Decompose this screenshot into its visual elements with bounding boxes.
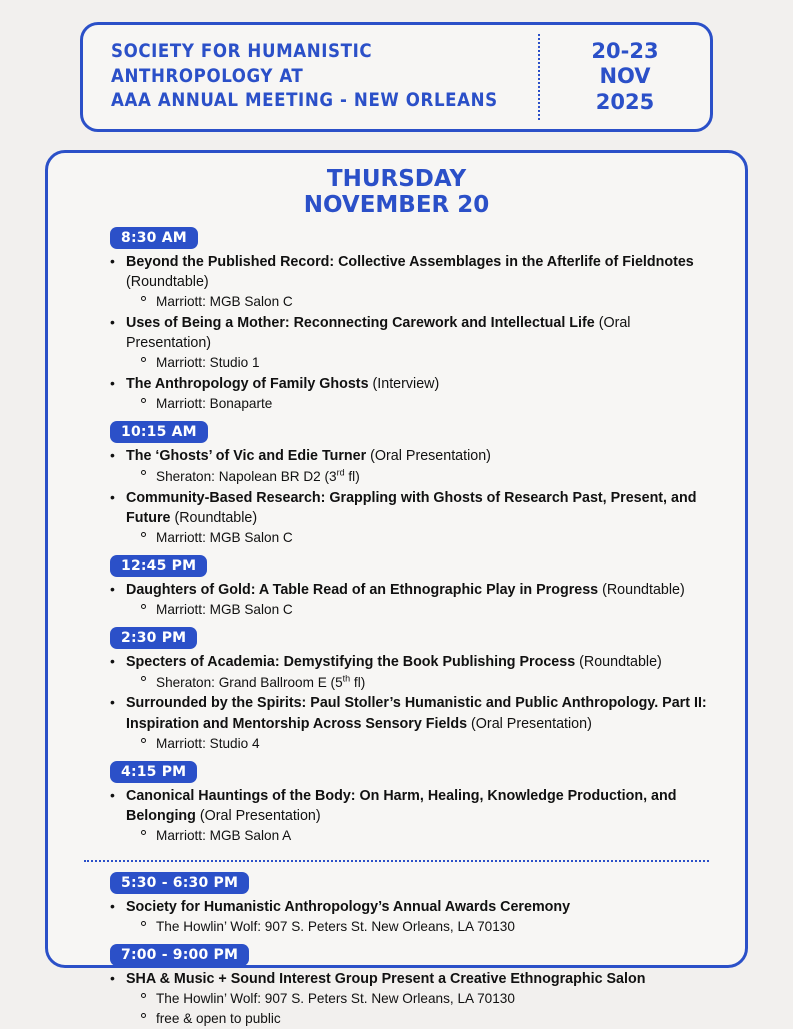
time-pill: 8:30 AM xyxy=(110,227,198,249)
session-type: (Roundtable) xyxy=(126,273,209,290)
event-date-month: NOV xyxy=(599,64,651,89)
session-item xyxy=(110,446,719,487)
schedule-block xyxy=(74,620,719,754)
session-location-text: Marriott: MGB Salon C xyxy=(156,294,293,310)
session-location-text: Sheraton: Grand Ballroom E (5th fl) xyxy=(156,673,366,690)
session-location xyxy=(156,734,719,754)
session-list xyxy=(74,969,719,1029)
bullet-icon: • xyxy=(110,786,115,803)
bullet-icon: • xyxy=(110,652,115,669)
daytime-schedule-blocks xyxy=(74,225,719,847)
session-location xyxy=(156,1009,719,1029)
bullet-icon: • xyxy=(110,252,115,269)
time-pill: 5:30 - 6:30 PM xyxy=(110,872,249,894)
session-location-text: free & open to public xyxy=(156,1011,281,1027)
event-dates xyxy=(540,39,710,116)
session-type: (Oral Presentation) xyxy=(467,715,592,732)
schedule-block xyxy=(74,754,719,846)
bullet-icon: • xyxy=(110,580,115,597)
bullet-icon: • xyxy=(110,694,115,711)
session-item xyxy=(110,897,719,937)
session-item xyxy=(110,693,719,753)
sub-bullet-icon xyxy=(141,738,146,743)
day-name: THURSDAY xyxy=(326,166,467,192)
sub-bullet-icon xyxy=(141,398,146,403)
session-title: Uses of Being a Mother: Reconnecting Carework and Intellectual Life xyxy=(126,314,595,331)
session-title: Beyond the Published Record: Collective Assemblages in the Afterlife of Fieldnotes xyxy=(126,253,694,270)
session-location xyxy=(156,826,719,846)
event-title-line-3: AAA ANNUAL MEETING - NEW ORLEANS xyxy=(111,90,498,112)
session-location xyxy=(156,672,719,692)
session-location-list xyxy=(126,734,719,754)
session-list xyxy=(74,252,719,415)
session-item xyxy=(110,969,719,1029)
sub-bullet-icon xyxy=(141,357,146,362)
evening-schedule-blocks xyxy=(74,870,719,1029)
session-list xyxy=(74,652,719,754)
bullet-icon: • xyxy=(110,898,115,915)
session-location-list xyxy=(126,600,719,620)
sub-bullet-icon xyxy=(141,296,146,301)
schedule-block xyxy=(74,548,719,620)
session-title: Daughters of Gold: A Table Read of an Ethnographic Play in Progress xyxy=(126,581,599,598)
session-location xyxy=(156,600,719,620)
session-type: (Oral Presentation) xyxy=(195,808,321,825)
session-type: (Interview) xyxy=(368,376,440,393)
session-item xyxy=(110,313,719,373)
schedule-block xyxy=(74,414,719,548)
session-title: Canonical Hauntings of the Body: On Harm, Healing, Knowledge Production, and Belonging xyxy=(126,787,677,825)
sub-bullet-icon xyxy=(141,993,146,998)
session-title: Surrounded by the Spirits: Paul Stoller’s Humanistic and Public Anthropology. Part II: Inspiration and Mentorship Across Sensory Fields xyxy=(126,695,707,732)
time-pill: 10:15 AM xyxy=(110,421,208,443)
session-location-list xyxy=(126,826,719,846)
sub-bullet-icon xyxy=(141,532,146,537)
session-location xyxy=(156,917,719,937)
session-location xyxy=(156,466,719,486)
sub-bullet-icon xyxy=(141,676,146,681)
event-date-days: 20-23 xyxy=(591,38,659,63)
session-type: (Roundtable) xyxy=(598,581,685,598)
bullet-icon: • xyxy=(110,488,115,505)
time-pill: 12:45 PM xyxy=(110,555,207,577)
event-header-banner xyxy=(80,22,713,132)
session-location-list xyxy=(126,528,719,548)
bullet-icon: • xyxy=(110,447,115,464)
session-type: (Oral Presentation) xyxy=(366,448,491,465)
session-type: (Roundtable) xyxy=(575,653,662,670)
day-date: NOVEMBER 20 xyxy=(303,191,490,218)
event-title-line-1: SOCIETY FOR HUMANISTIC xyxy=(111,41,373,63)
session-title: The Anthropology of Family Ghosts xyxy=(126,376,369,393)
sub-bullet-icon xyxy=(141,921,146,926)
sub-bullet-icon xyxy=(141,830,146,835)
section-divider xyxy=(84,860,709,862)
session-item xyxy=(110,652,719,693)
schedule-block xyxy=(74,870,719,937)
session-location-list xyxy=(126,353,719,373)
session-location-text: The Howlin’ Wolf: 907 S. Peters St. New Orleans, LA 70130 xyxy=(156,919,515,935)
session-item xyxy=(110,374,719,414)
time-pill: 2:30 PM xyxy=(110,627,197,649)
session-title: The ‘Ghosts’ of Vic and Edie Turner xyxy=(126,448,367,465)
session-list xyxy=(74,786,719,846)
session-item xyxy=(110,488,719,548)
bullet-icon: • xyxy=(110,313,115,330)
session-location xyxy=(156,989,719,1009)
sub-bullet-icon xyxy=(141,1013,146,1018)
event-date-year: 2025 xyxy=(595,89,655,114)
session-location xyxy=(156,528,719,548)
session-type: (Roundtable) xyxy=(170,509,258,526)
session-location-list xyxy=(126,466,719,486)
time-pill: 4:15 PM xyxy=(110,761,197,783)
schedule-block xyxy=(74,225,719,415)
session-title: SHA & Music + Sound Interest Group Present a Creative Ethnographic Salon xyxy=(126,971,646,988)
event-title xyxy=(83,40,532,113)
session-location-list xyxy=(126,394,719,414)
bullet-icon: • xyxy=(110,970,115,987)
session-location-text: Marriott: MGB Salon C xyxy=(156,602,293,618)
session-list xyxy=(74,446,719,548)
session-title: Specters of Academia: Demystifying the Book Publishing Process xyxy=(126,653,576,670)
sub-bullet-icon xyxy=(141,470,146,475)
session-location-text: Marriott: Bonaparte xyxy=(156,396,273,412)
time-pill: 7:00 - 9:00 PM xyxy=(110,944,249,966)
session-location xyxy=(156,394,719,414)
session-location-text: Marriott: MGB Salon C xyxy=(156,530,293,546)
session-location-text: Marriott: Studio 1 xyxy=(156,355,260,371)
session-location-list xyxy=(126,672,719,692)
day-schedule-card xyxy=(45,150,748,1027)
session-item xyxy=(110,252,719,312)
session-location-list xyxy=(126,292,719,312)
schedule-block xyxy=(74,937,719,1029)
event-title-line-2: ANTHROPOLOGY AT xyxy=(111,65,304,87)
session-title: Community-Based Research: Grappling with Ghosts of Research Past, Present, and Future xyxy=(126,489,697,526)
session-location xyxy=(156,353,719,373)
sub-bullet-icon xyxy=(141,604,146,609)
session-location-text: Marriott: Studio 4 xyxy=(156,736,260,752)
session-type: (Oral Presentation) xyxy=(126,314,631,352)
day-title xyxy=(74,167,719,219)
session-list xyxy=(74,580,719,620)
session-item xyxy=(110,580,719,620)
bullet-icon: • xyxy=(110,375,115,392)
session-item xyxy=(110,786,719,846)
session-location-list xyxy=(126,917,719,937)
session-location-text: The Howlin’ Wolf: 907 S. Peters St. New Orleans, LA 70130 xyxy=(156,991,515,1007)
session-location xyxy=(156,292,719,312)
session-location-list xyxy=(126,989,719,1028)
session-location-text: Marriott: MGB Salon A xyxy=(156,828,292,844)
session-title: Society for Humanistic Anthropology’s Annual Awards Ceremony xyxy=(126,899,571,916)
session-location-text: Sheraton: Napolean BR D2 (3rd fl) xyxy=(156,467,360,484)
session-list xyxy=(74,897,719,937)
